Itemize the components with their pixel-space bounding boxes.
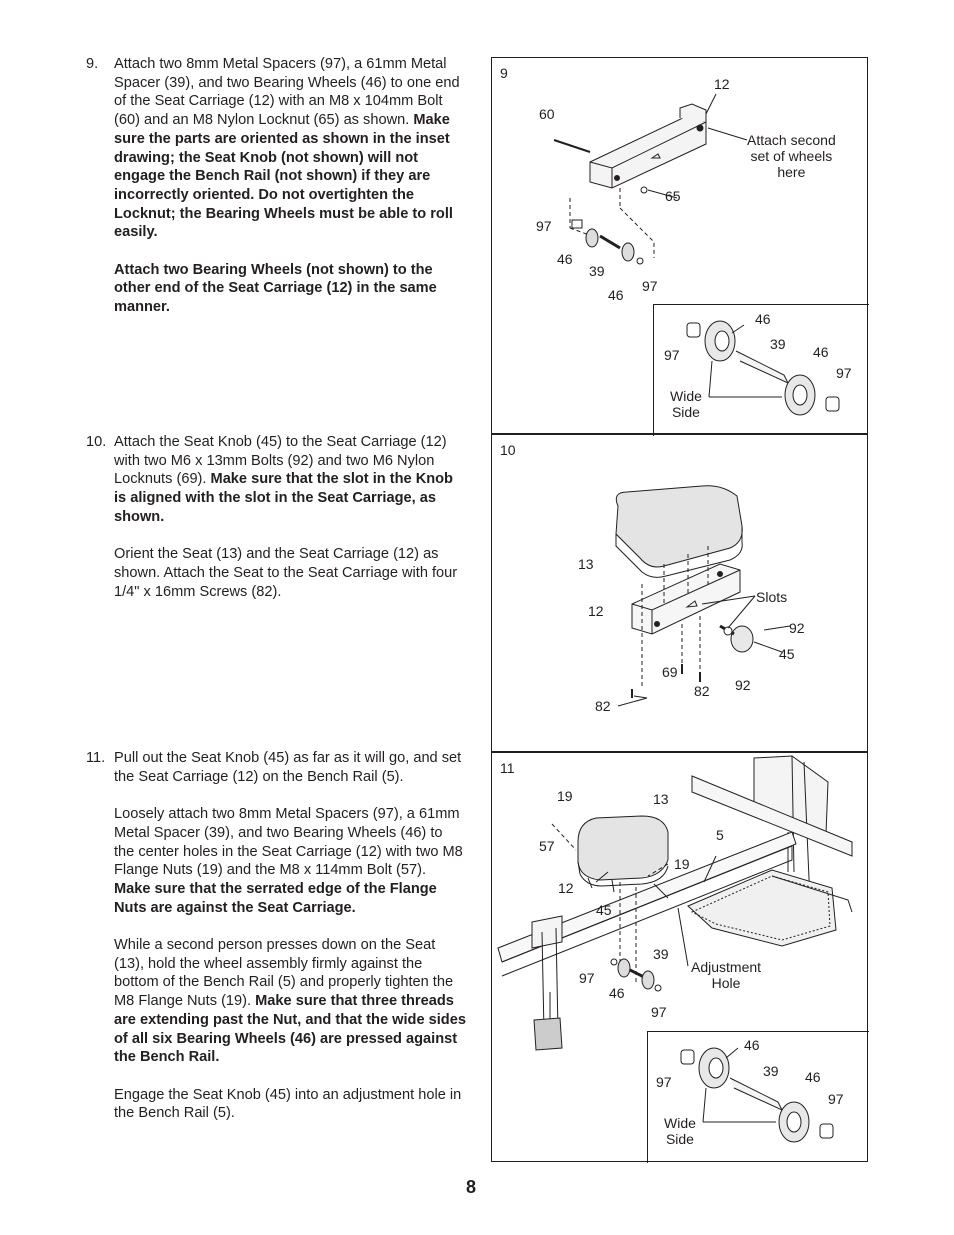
callout-46: 46 xyxy=(608,287,624,303)
bold-run: Make sure that the slot in the Knob is aligned with the slot in the Seat Carriage, as shown. xyxy=(114,471,453,525)
label-line: Hole xyxy=(711,975,741,991)
callout-line: set of wheels xyxy=(750,148,833,164)
callout-45: 45 xyxy=(779,646,795,662)
bold-run: Make sure the parts are oriented as shown in the inset drawing; the Seat Knob (not shown) will not engage the Bench Rail (not shown) if they are incorrectly oriented. Do not overtighten the Locknut; the Bearing Wheels must be able to roll easily. xyxy=(114,112,453,241)
callout-slots: Slots xyxy=(756,589,788,605)
inset-callout-46: 46 xyxy=(744,1037,760,1053)
callout-97: 97 xyxy=(651,1004,667,1020)
callout-adjustment-hole xyxy=(691,959,761,991)
callout-12: 12 xyxy=(714,76,730,92)
step-paragraph xyxy=(114,55,466,242)
inset-callout-46: 46 xyxy=(755,311,771,327)
callout-65: 65 xyxy=(665,188,681,204)
text-run: Attach two 8mm Metal Spacers (97), a 61mm Metal Spacer (39), and two Bearing Wheels (46) to one end of the Seat Carriage (12) with an M8 x 104mm Bolt (60) and an M8 Nylon Locknut (65) as shown. xyxy=(114,56,460,129)
step-paragraph xyxy=(114,1086,466,1123)
text-run: Pull out the Seat Knob (45) as far as it will go, and set the Seat Carriage (12) on the Bench Rail (5). xyxy=(114,750,462,785)
figure-number: 10 xyxy=(500,442,516,458)
callout-attach-wheels xyxy=(747,132,836,180)
bold-run: Make sure that three threads are extending past the Nut, and that the wide sides of all six Bearing Wheels (46) are pressed against the Bench Rail. xyxy=(114,993,466,1066)
step-paragraph xyxy=(114,936,466,1067)
callout-46: 46 xyxy=(609,985,625,1001)
label-line: Wide xyxy=(670,388,702,404)
label-line: Wide xyxy=(664,1115,696,1131)
step-number: 11. xyxy=(86,750,106,766)
step-paragraph xyxy=(114,749,466,786)
text-run: Engage the Seat Knob (45) into an adjustment hole in the Bench Rail (5). xyxy=(114,1086,462,1122)
callout-60: 60 xyxy=(539,106,555,122)
figure-11-panel xyxy=(491,751,868,1162)
callout-45: 45 xyxy=(596,902,612,918)
bold-run: Attach two Bearing Wheels (not shown) to the other end of the Seat Carriage (12) in the same manner. xyxy=(114,261,437,316)
inset-callout-97: 97 xyxy=(656,1074,672,1090)
step-paragraph xyxy=(114,545,466,601)
step-paragraph xyxy=(114,805,466,917)
inset-callout-46: 46 xyxy=(813,344,829,360)
inset-callout-97: 97 xyxy=(828,1091,844,1107)
step-body xyxy=(114,55,466,317)
step-body xyxy=(114,433,466,601)
text-run: Attach the Seat Knob (45) to the Seat Carriage (12) with two M6 x 13mm Bolts (92) and two M6 Nylon Locknuts (69). xyxy=(114,434,447,488)
step-number: 10. xyxy=(86,434,107,450)
callout-13: 13 xyxy=(578,556,594,572)
figure-9-panel xyxy=(491,57,868,435)
callout-12: 12 xyxy=(558,880,574,896)
wheel-orientation-inset xyxy=(653,304,869,436)
page-number: 8 xyxy=(466,1177,477,1197)
inset-callout-39: 39 xyxy=(770,336,786,352)
label-line: Adjustment xyxy=(691,959,762,975)
figure-number: 11 xyxy=(500,760,515,776)
callout-92: 92 xyxy=(735,677,751,693)
callout-line: here xyxy=(777,164,806,180)
callout-5: 5 xyxy=(716,827,724,843)
inset-callout-39: 39 xyxy=(763,1063,779,1079)
step-paragraph xyxy=(114,261,466,317)
step-body xyxy=(114,749,466,1123)
text-run: Loosely attach two 8mm Metal Spacers (97), a 61mm Metal Spacer (39), and two Bearing Wheels (46) to the center holes in the Seat Carriage (12) with two M8 Flange Nuts (19) and the M8 x 114mm Bolt (57). xyxy=(114,806,463,879)
step-10 xyxy=(86,433,466,601)
figure-10-panel xyxy=(491,433,868,753)
callout-97: 97 xyxy=(642,278,658,294)
label-line: Side xyxy=(665,1131,694,1147)
callout-19: 19 xyxy=(557,788,573,804)
step-number: 9. xyxy=(86,56,99,72)
seat-knob-diagram xyxy=(492,434,869,754)
step-11 xyxy=(86,749,466,1123)
inset-callout-46: 46 xyxy=(805,1069,821,1085)
inset-callout-97: 97 xyxy=(836,365,852,381)
callout-39: 39 xyxy=(653,946,669,962)
callout-69: 69 xyxy=(662,664,678,680)
callout-82: 82 xyxy=(694,683,710,699)
callout-13: 13 xyxy=(653,791,669,807)
bold-run: Make sure that the serrated edge of the Flange Nuts are against the Seat Carriage. xyxy=(114,880,437,916)
callout-line: Attach second xyxy=(747,132,836,148)
callout-97: 97 xyxy=(579,970,595,986)
callout-92: 92 xyxy=(789,620,805,636)
callout-46: 46 xyxy=(557,251,573,267)
callout-57: 57 xyxy=(539,838,555,854)
callout-19: 19 xyxy=(674,856,690,872)
wide-side-label xyxy=(664,1115,696,1147)
callout-39: 39 xyxy=(589,263,605,279)
callout-82: 82 xyxy=(595,698,611,714)
step-9 xyxy=(86,55,466,317)
inset-callout-97: 97 xyxy=(664,347,680,363)
text-run: Orient the Seat (13) and the Seat Carriage (12) as shown. Attach the Seat to the Seat Carriage with four 1/4" x 16mm Screws (82). xyxy=(114,546,458,600)
label-line: Side xyxy=(671,404,700,420)
wheel-orientation-inset xyxy=(647,1031,869,1163)
text-run: While a second person presses down on the Seat (13), hold the wheel assembly firmly against the bottom of the Bench Rail (5) and properly tighten the M8 Flange Nuts (19). xyxy=(114,937,454,1010)
step-paragraph xyxy=(114,433,466,527)
wide-side-label xyxy=(670,388,702,420)
figure-number: 9 xyxy=(500,65,508,81)
callout-97: 97 xyxy=(536,218,552,234)
callout-12: 12 xyxy=(588,603,604,619)
